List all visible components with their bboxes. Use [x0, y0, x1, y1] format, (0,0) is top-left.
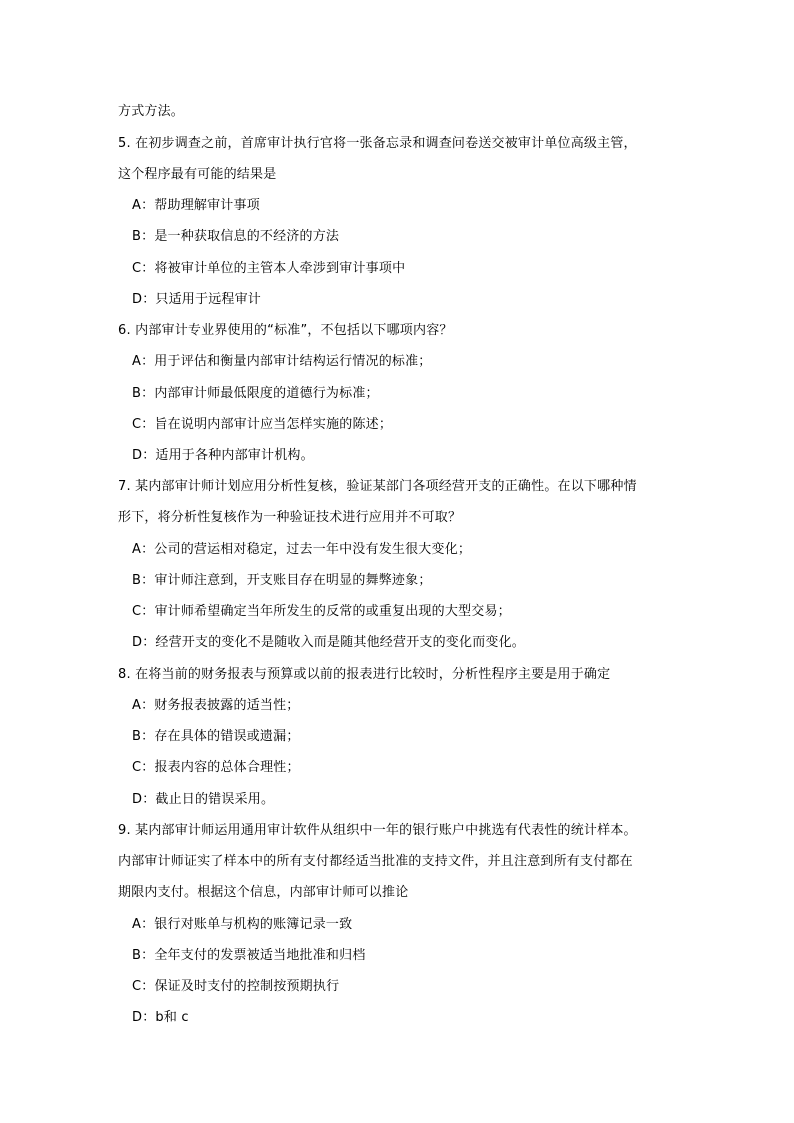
question-9-text: 9. 某内部审计师运用通用审计软件从组织中一年的银行账户中挑选有代表性的统计样本。: [118, 823, 637, 838]
q7-option-a: A：公司的营运相对稳定，过去一年中没有发生很大变化；: [132, 542, 472, 557]
q5-option-d: D：只适用于远程审计: [132, 292, 262, 307]
q8-option-b: B：存在具体的错误或遗漏；: [132, 729, 300, 744]
q5-option-a: A：帮助理解审计事项: [132, 198, 260, 213]
q7-option-d: D：经营开支的变化不是随收入而是随其他经营开支的变化而变化。: [132, 635, 526, 650]
q6-option-d: D：适用于各种内部审计机构。: [132, 448, 314, 463]
q7-option-b: B：审计师注意到，开支账目存在明显的舞弊迹象；: [132, 573, 432, 588]
text-line: 方式方法。: [118, 104, 185, 119]
q8-option-c: C：报表内容的总体合理性；: [132, 760, 300, 775]
question-7-text-cont: 形下，将分析性复核作为一种验证技术进行应用并不可取？: [118, 510, 462, 525]
question-6-text: 6. 内部审计专业界使用的“标准”，不包括以下哪项内容？: [118, 323, 453, 338]
q9-option-a: A：银行对账单与机构的账簿记录一致: [132, 917, 353, 932]
question-7-text: 7. 某内部审计师计划应用分析性复核，验证某部门各项经营开支的正确性。在以下哪种情: [118, 479, 637, 494]
q9-option-b: B：全年支付的发票被适当地批准和归档: [132, 948, 366, 963]
question-9-text-cont-1: 内部审计师证实了样本中的所有支付都经适当批准的支持文件，并且注意到所有支付都在: [118, 854, 633, 869]
q6-option-b: B：内部审计师最低限度的道德行为标准；: [132, 386, 379, 401]
q9-option-c: C：保证及时支付的控制按预期执行: [132, 979, 340, 994]
q9-option-d: D：b和 c: [132, 1010, 189, 1025]
q8-option-d: D：截止日的错误采用。: [132, 792, 275, 807]
q6-option-a: A：用于评估和衡量内部审计结构运行情况的标准；: [132, 354, 432, 369]
q8-option-a: A：财务报表披露的适当性；: [132, 698, 300, 713]
question-8-text: 8. 在将当前的财务报表与预算或以前的报表进行比较时，分析性程序主要是用于确定: [118, 667, 611, 682]
q6-option-c: C：旨在说明内部审计应当怎样实施的陈述；: [132, 417, 393, 432]
q7-option-c: C：审计师希望确定当年所发生的反常的或重复出现的大型交易；: [132, 604, 511, 619]
question-5-text: 5. 在初步调查之前，首席审计执行官将一张备忘录和调查问卷送交被审计单位高级主管，: [118, 136, 637, 151]
question-9-text-cont-2: 期限内支付。根据这个信息，内部审计师可以推论: [118, 885, 409, 900]
q5-option-b: B：是一种获取信息的不经济的方法: [132, 229, 340, 244]
q5-option-c: C：将被审计单位的主管本人牵涉到审计事项中: [132, 261, 406, 276]
question-5-text-cont: 这个程序最有可能的结果是: [118, 167, 277, 182]
